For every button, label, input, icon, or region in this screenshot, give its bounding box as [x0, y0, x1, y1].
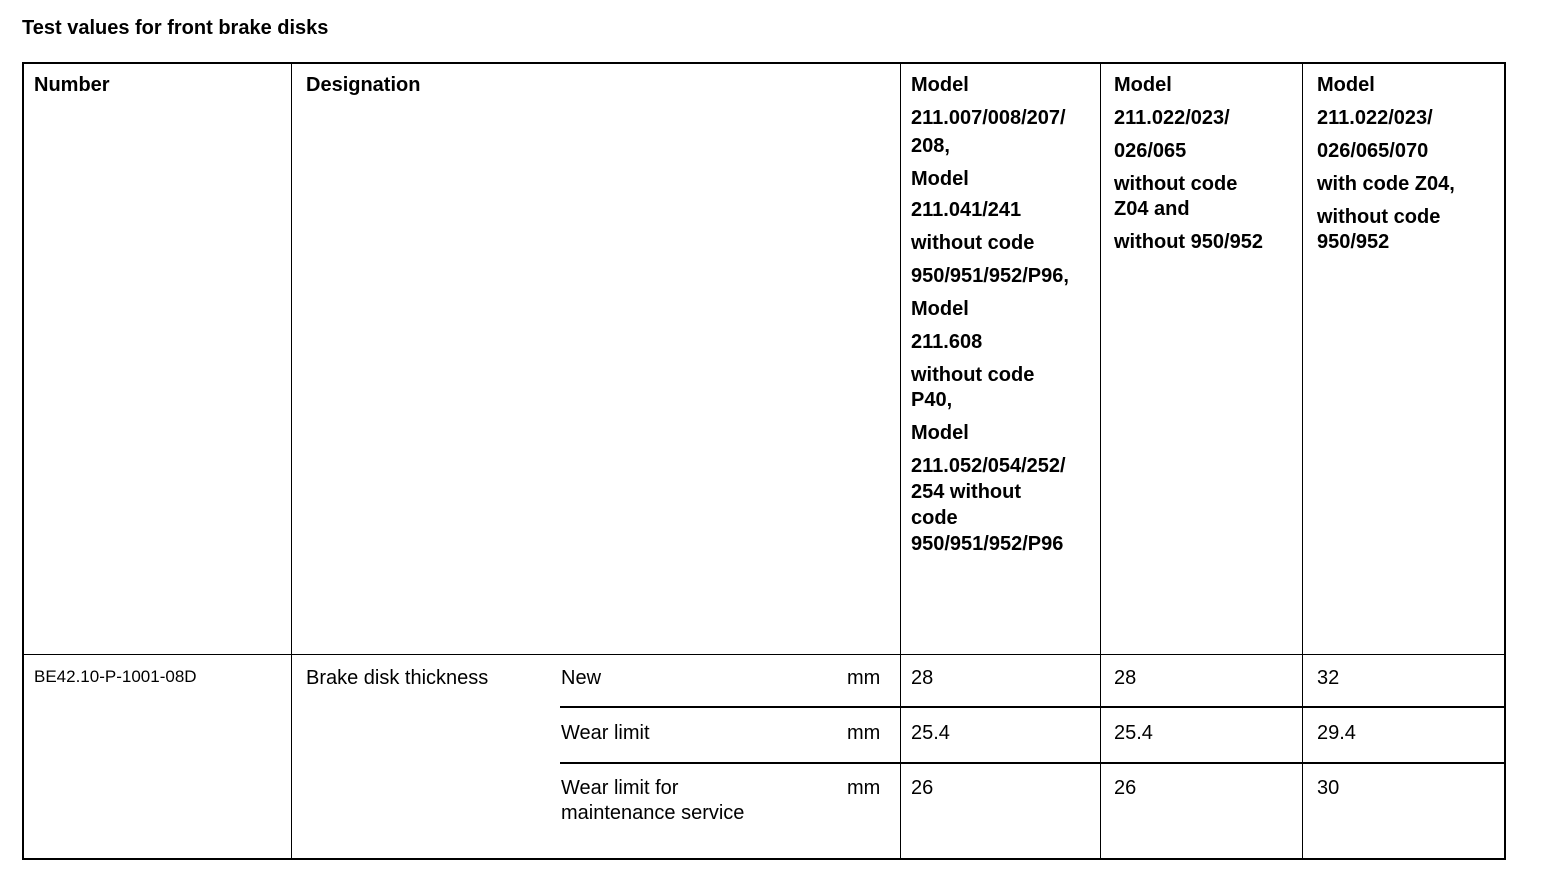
subrow-unit: mm — [847, 777, 881, 799]
value-cell: 26 — [1114, 777, 1137, 799]
value-cell: 28 — [911, 667, 934, 689]
column-divider — [900, 63, 901, 859]
value-cell: 26 — [911, 777, 934, 799]
subrow-unit: mm — [847, 722, 881, 744]
column-divider — [1302, 63, 1303, 859]
subrow-label-maintenance: Wear limit for maintenance service — [561, 777, 745, 824]
value-cell: 25.4 — [911, 722, 950, 744]
column-header-model-2: Model 211.022/023/ 026/065 without code Z04 and without 950/952 — [1114, 74, 1263, 253]
value-cell: 29.4 — [1317, 722, 1356, 744]
header-row-divider — [23, 654, 1506, 655]
subrow-divider — [560, 706, 1506, 708]
row-designation: Brake disk thickness — [306, 667, 489, 689]
column-header-number: Number — [34, 74, 110, 96]
subrow-label-wear-limit: Wear limit — [561, 722, 650, 744]
subrow-divider — [560, 762, 1506, 764]
column-header-model-3: Model 211.022/023/ 026/065/070 with code Z04, without code 950/952 — [1317, 74, 1455, 253]
subrow-unit: mm — [847, 667, 881, 689]
column-divider — [291, 63, 292, 859]
column-header-designation: Designation — [306, 74, 421, 96]
value-cell: 32 — [1317, 667, 1340, 689]
value-cell: 28 — [1114, 667, 1137, 689]
column-header-model-1: Model 211.007/008/207/ 208, Model 211.041/241 without code 950/951/952/P96, Model 211.608 without code P40, Model 211.052/054/252/ 254 without code 950/951/952/P96 — [911, 74, 1069, 555]
page-title: Test values for front brake disks — [22, 17, 329, 39]
value-cell: 30 — [1317, 777, 1340, 799]
value-cell: 25.4 — [1114, 722, 1153, 744]
subrow-label-new: New — [561, 667, 602, 689]
row-number: BE42.10-P-1001-08D — [34, 667, 197, 686]
column-divider — [1100, 63, 1101, 859]
test-values-table — [22, 62, 1506, 860]
